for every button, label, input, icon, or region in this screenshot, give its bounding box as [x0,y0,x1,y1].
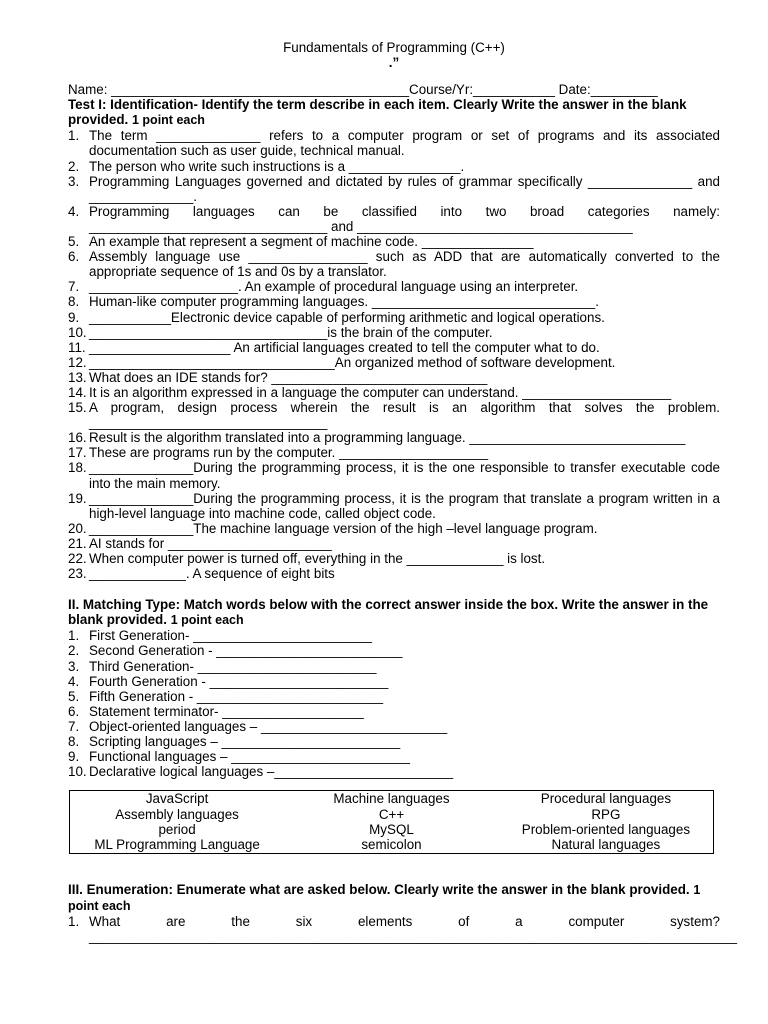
question-number: 9. [68,749,80,765]
question-item [68,325,720,340]
question-item [68,294,720,309]
question-text: What does an IDE stands for? _____________________________ [89,369,488,385]
test3-items [68,913,737,944]
question-number: 7. [68,279,80,295]
test1-heading-text: Test I: Identification- Identify the term describe in each item. Clearly Write the answer in the blank provided. [68,97,687,128]
question-number: 2. [68,643,80,659]
question-text: ______________During the programming process, it is the program that translate a program written in a high-level language into machine code, called object code. [89,490,720,521]
test1-items [68,128,720,581]
question-number: 20. [68,520,87,536]
question-item [68,551,720,566]
choice-option: semicolon [361,837,422,853]
question-number: 8. [68,294,80,310]
choice-option: period [158,821,196,837]
choice-option: Assembly languages [115,806,239,822]
question-item [68,536,720,551]
question-item [68,719,720,734]
choice-option: Machine languages [333,791,450,807]
choice-option: JavaScript [145,791,209,807]
choice-option: C++ [378,806,405,822]
page-subtitle: .” [388,55,400,71]
test2-items [68,628,720,779]
question-text: Human-like computer programming languages. ______________________________. [89,294,599,310]
question-text: Statement terminator- ___________________ [89,703,364,719]
question-text: ___________Electronic device capable of performing arithmetic and logical operations. [89,309,605,325]
choices-row [70,822,714,837]
test1-points: 1 point each [132,113,205,128]
question-item [68,734,720,749]
question-number: 10. [68,764,87,780]
page-title: Fundamentals of Programming (C++) [283,40,505,55]
question-number: 9. [68,309,80,325]
question-item [68,370,720,385]
question-text: The person who write such instructions is a _______________. [89,158,465,174]
question-item [68,249,720,279]
question-item [68,689,720,704]
question-text: Fourth Generation - ________________________ [89,673,389,689]
question-item [68,460,720,490]
question-text: When computer power is turned off, everything in the _____________ is lost. [89,551,546,566]
question-number: 1. [68,628,80,644]
question-item [68,643,720,658]
question-number: 21. [68,535,87,551]
test3-points: 1 point each [68,882,701,913]
question-item [68,159,720,174]
choice-option: Procedural languages [540,791,672,807]
question-number: 18. [68,460,87,476]
question-number: 17. [68,445,87,461]
question-item [68,445,720,460]
question-item [68,355,720,370]
question-number: 19. [68,490,87,506]
question-text: AI stands for ______________________ [89,535,332,551]
choice-option: RPG [591,806,621,822]
question-item [68,628,720,643]
question-item [68,234,720,249]
question-item [68,566,720,581]
question-text: Fifth Generation - _________________________ [89,688,384,704]
question-text: Assembly language use ________________ such as ADD that are automatically converted to the appropriate sequence of 1s and 0s by a translator. [89,249,720,280]
question-text: Functional languages – ________________________ [89,749,410,765]
question-text: It is an algorithm expressed in a language the computer can understand. ____________________ [89,384,672,400]
test2-heading-text: II. Matching Type: Match words below with the correct answer inside the box. Write the answer in the blank provided. [68,597,709,628]
question-text: An example that represent a segment of machine code. _______________ [89,234,534,250]
question-number: 6. [68,703,80,719]
choice-option: ML Programming Language [94,837,260,853]
test1-heading [68,97,720,128]
question-text: Scripting languages – ________________________ [89,734,401,750]
question-item [68,174,720,204]
question-text: Result is the algorithm translated into a programming language. _____________________________ [89,430,686,446]
question-item [68,749,720,764]
question-text: _____________. A sequence of eight bits [89,566,335,582]
question-item [68,310,720,325]
choice-option: MySQL [369,821,414,837]
question-text: ______________During the programming process, it is the one responsible to transfer executable code into the main memory. [89,460,720,491]
question-item [68,704,720,719]
choices-row [70,791,714,807]
question-text: ____________________. An example of procedural language using an interpreter. [89,279,579,295]
question-number: 14. [68,384,87,400]
test2-points: 1 point each [170,613,244,628]
question-item [68,764,720,779]
test3-heading [68,882,720,914]
question-number: 15. [68,400,87,416]
question-item [68,400,720,430]
question-text: _________________________________An organized method of software development. [89,354,616,370]
question-number: 6. [68,249,80,265]
question-number: 22. [68,551,87,566]
question-text: ___________________ An artificial languages created to tell the computer what to do. [89,339,600,355]
choices-row [70,807,714,822]
question-text: Programming languages can be classified into two broad categories namely: ________________________________ and _____________________________________ [89,203,720,234]
question-number: 4. [68,203,80,219]
question-item [68,204,720,234]
question-text: ______________The machine language version of the high –level language program. [89,520,598,536]
question-text: Programming Languages governed and dictated by rules of grammar specifically ______________ and ______________. [89,173,720,204]
question-number: 5. [68,688,80,704]
question-item [68,128,720,158]
question-number: 1. [68,128,80,144]
question-text: Declarative logical languages –________________________ [89,764,454,780]
question-text: Object-oriented languages – _________________________ [89,718,448,734]
question-item [68,430,720,445]
question-item [68,385,720,400]
question-number: 2. [68,158,80,174]
question-text: What are the six elements of a computer system? _______________________________________________________________________________________ [89,913,737,944]
question-number: 11. [68,339,86,355]
question-number: 12. [68,354,87,370]
question-text: Second Generation - _________________________ [89,643,403,659]
question-item [68,279,720,294]
question-item [68,491,720,521]
choice-option: Problem-oriented languages [521,821,691,837]
question-text: A program, design process wherein the result is an algorithm that solves the problem. ________________________________ [89,400,720,431]
question-number: 3. [68,658,80,674]
choices-row [70,837,714,853]
student-info-line: Name: ________________________________________Course/Yr:___________ Date:_________ [68,82,658,98]
question-text: The term ______________ refers to a computer program or set of programs and its associated documentation such as user guide, technical manual. [89,128,720,159]
question-item [68,674,720,689]
question-item [68,913,737,944]
question-number: 13. [68,369,87,385]
matching-choices-box [69,790,714,853]
question-number: 1. [68,913,80,929]
test2-heading [68,597,720,628]
question-number: 3. [68,173,80,189]
question-text: Third Generation- ________________________ [89,658,377,674]
question-text: These are programs run by the computer. ____________________ [89,445,489,461]
test3-heading-text: III. Enumeration: Enumerate what are asked below. Clearly write the answer in the blank provided. [68,881,690,897]
question-number: 4. [68,673,80,689]
choice-option: Natural languages [551,837,661,853]
question-number: 23. [68,566,87,582]
question-item [68,340,720,355]
question-item [68,659,720,674]
question-number: 5. [68,234,80,250]
question-number: 10. [68,324,87,340]
question-number: 8. [68,734,80,750]
question-number: 16. [68,430,87,446]
question-number: 7. [68,718,80,734]
question-text: ________________________________is the brain of the computer. [89,324,493,340]
question-item [68,521,720,536]
question-text: First Generation- ________________________ [89,628,372,644]
